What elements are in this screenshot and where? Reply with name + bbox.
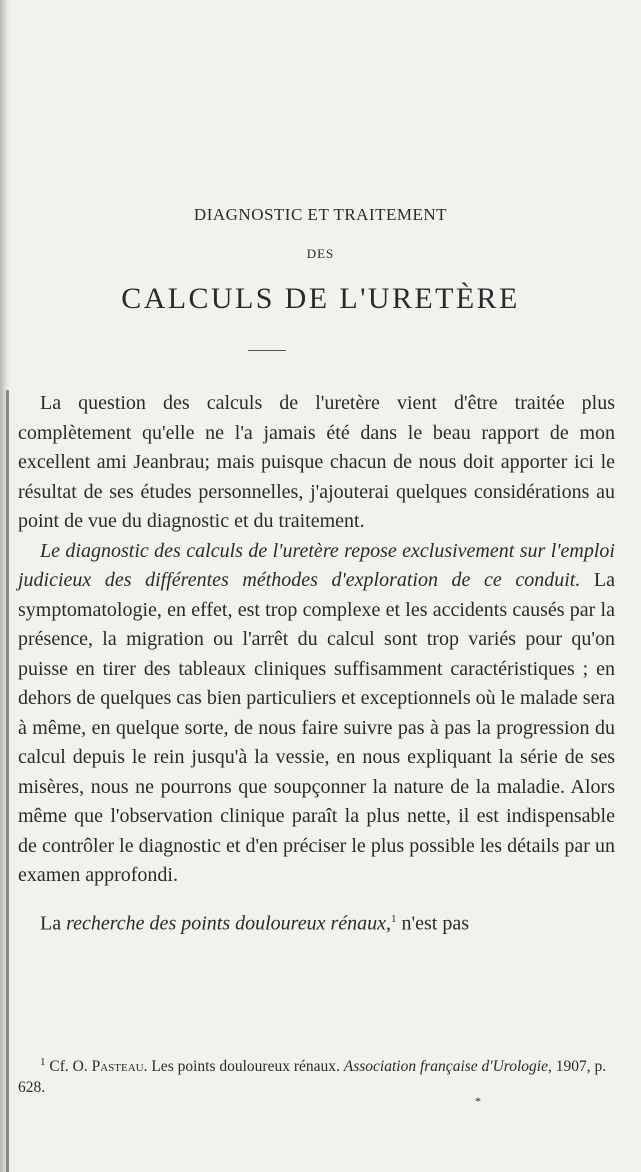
footnote-text-start: Cf. O. — [45, 1058, 92, 1076]
paragraph-3 — [18, 905, 615, 939]
title-rule — [248, 350, 286, 351]
binding-edge — [6, 390, 9, 1172]
footnote-mark: 1 — [40, 1056, 46, 1068]
footnote-text-end: , 1907, p. 628. — [18, 1058, 607, 1097]
paragraph-1: La question des calculs de l'uretère vient d'être traitée plus complètement qu'elle ne l'a jamais été dans le beau rapport de mon excellent ami Jeanbrau; mais puisque chacun de nous doit apporter ici le résultat de ses études personnelles, j'ajouterai quelques considérations au point de vue du diagnostic et du traitement. — [18, 392, 615, 532]
body-text — [18, 389, 615, 939]
paragraph-2 — [18, 537, 615, 891]
footnote-text-mid: . Les points douloureux rénaux. — [143, 1058, 344, 1076]
paragraph-2-rest: La symptomatologie, en effet, est trop complexe et les accidents causés par la présence, la migration ou l'arrêt du calcul sont trop variés pour qu'on puisse en tirer des tableaux cliniques suffisamment caractéristiques ; en dehors de quelques cas bien particuliers et exceptionnels où le malade sera à même, en quelque sorte, de nous faire suivre pas à pas la progression du calcul depuis le rein jusqu'à la vessie, en nous expliquant la série de ses misères, nous ne pourrons que soupçonner la nature de la maladie. Alors même que l'observation clinique paraît la plus nette, il est indispensable de contrôler le diagnostic et d'en préciser le plus possible les détails par un examen approfondi. — [18, 569, 615, 886]
paragraph-2-italic: Le diagnostic des calculs de l'uretère repose exclusivement sur l'emploi judicieux des différentes méthodes d'exploration de ce conduit. — [18, 539, 615, 591]
signature-mark: * — [475, 1094, 481, 1108]
paragraph-3-end: n'est pas — [396, 912, 469, 935]
heading-line-2: DES — [306, 246, 335, 261]
paragraph-3-italic: recherche des points douloureux rénaux, — [66, 912, 392, 935]
heading-line-1: DIAGNOSTIC ET TRAITEMENT — [193, 205, 448, 224]
footnote-author: Pasteau — [91, 1058, 144, 1076]
paragraph-3-start: La — [40, 912, 67, 935]
footnote-journal: Association française d'Urologie — [343, 1058, 548, 1076]
footnote — [18, 1052, 615, 1098]
page-title: CALCULS DE L'URETÈRE — [121, 282, 520, 315]
footnote-ref: 1 — [391, 912, 397, 925]
